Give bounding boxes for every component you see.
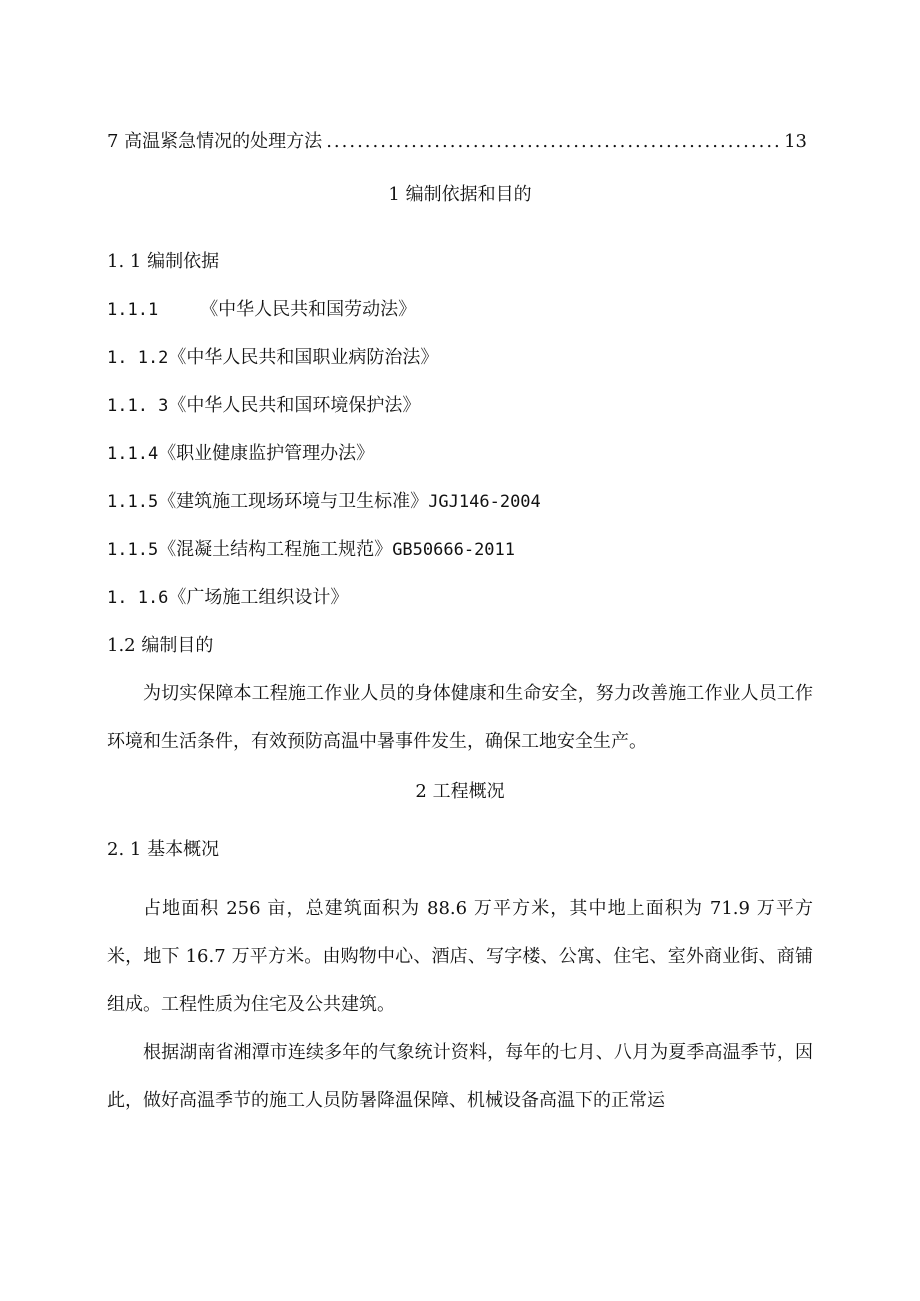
purpose-paragraph: 为切实保障本工程施工作业人员的身体健康和生命安全，努力改善施工作业人员工作环境和生活条件，有效预防高温中暑事件发生，确保工地安全生产。 — [107, 683, 813, 752]
section-2-heading: 2 工程概况 — [415, 781, 505, 802]
section-1-heading: 1 编制依据和目的 — [388, 184, 532, 205]
overview-paragraph: 占地面积 256 亩，总建筑面积为 88.6 万平方米，其中地上面积为 71.9 万平方米，地下 16.7 万平方米。由购物中心、酒店、写字楼、公寓、住宅、室外商业街、商铺组成。工程性质为住宅及公共建筑。 — [107, 898, 813, 1015]
reference-standard-code: JGJ146-2004 — [428, 492, 541, 512]
reference-title: 《中华人民共和国环境保护法》 — [168, 395, 421, 416]
reference-item — [107, 490, 541, 514]
toc-entry-title: 7 高温紧急情况的处理方法 — [107, 131, 323, 152]
reference-number: 1.1.5 — [107, 492, 159, 512]
reference-number: 1.1.1 — [107, 300, 159, 320]
reference-number: 1.1. 3 — [107, 396, 169, 416]
reference-number: 1.1.5 — [107, 540, 159, 560]
reference-number: 1. 1.6 — [107, 588, 169, 608]
reference-standard-code: GB50666-2011 — [392, 540, 516, 560]
reference-title: 《中华人民共和国劳动法》 — [200, 299, 417, 320]
reference-number: 1. 1.2 — [107, 348, 169, 368]
reference-title: 《建筑施工现场环境与卫生标准》 — [158, 491, 429, 512]
reference-item — [107, 346, 438, 370]
reference-item — [107, 394, 420, 418]
reference-number: 1.1.4 — [107, 444, 159, 464]
reference-item — [107, 586, 348, 610]
reference-item — [107, 298, 416, 322]
climate-paragraph: 根据湖南省湘潭市连续多年的气象统计资料，每年的七月、八月为夏季高温季节，因此，做好高温季节的施工人员防暑降温保障、机械设备高温下的正常运 — [107, 1042, 813, 1111]
reference-title: 《混凝土结构工程施工规范》 — [158, 539, 393, 560]
subsection-1-2-heading: 1.2 编制目的 — [107, 635, 214, 656]
toc-page-number: 13 — [784, 131, 807, 152]
subsection-2-1-heading: 2. 1 基本概况 — [107, 839, 220, 860]
reference-title: 《中华人民共和国职业病防治法》 — [168, 347, 439, 368]
subsection-1-1-heading: 1. 1 编制依据 — [107, 251, 220, 272]
reference-item — [107, 442, 374, 466]
toc-entry[interactable] — [107, 130, 807, 154]
toc-leader-dots — [326, 130, 780, 154]
reference-title: 《广场施工组织设计》 — [168, 587, 349, 608]
reference-title: 《职业健康监护管理办法》 — [158, 443, 375, 464]
reference-item — [107, 538, 515, 562]
